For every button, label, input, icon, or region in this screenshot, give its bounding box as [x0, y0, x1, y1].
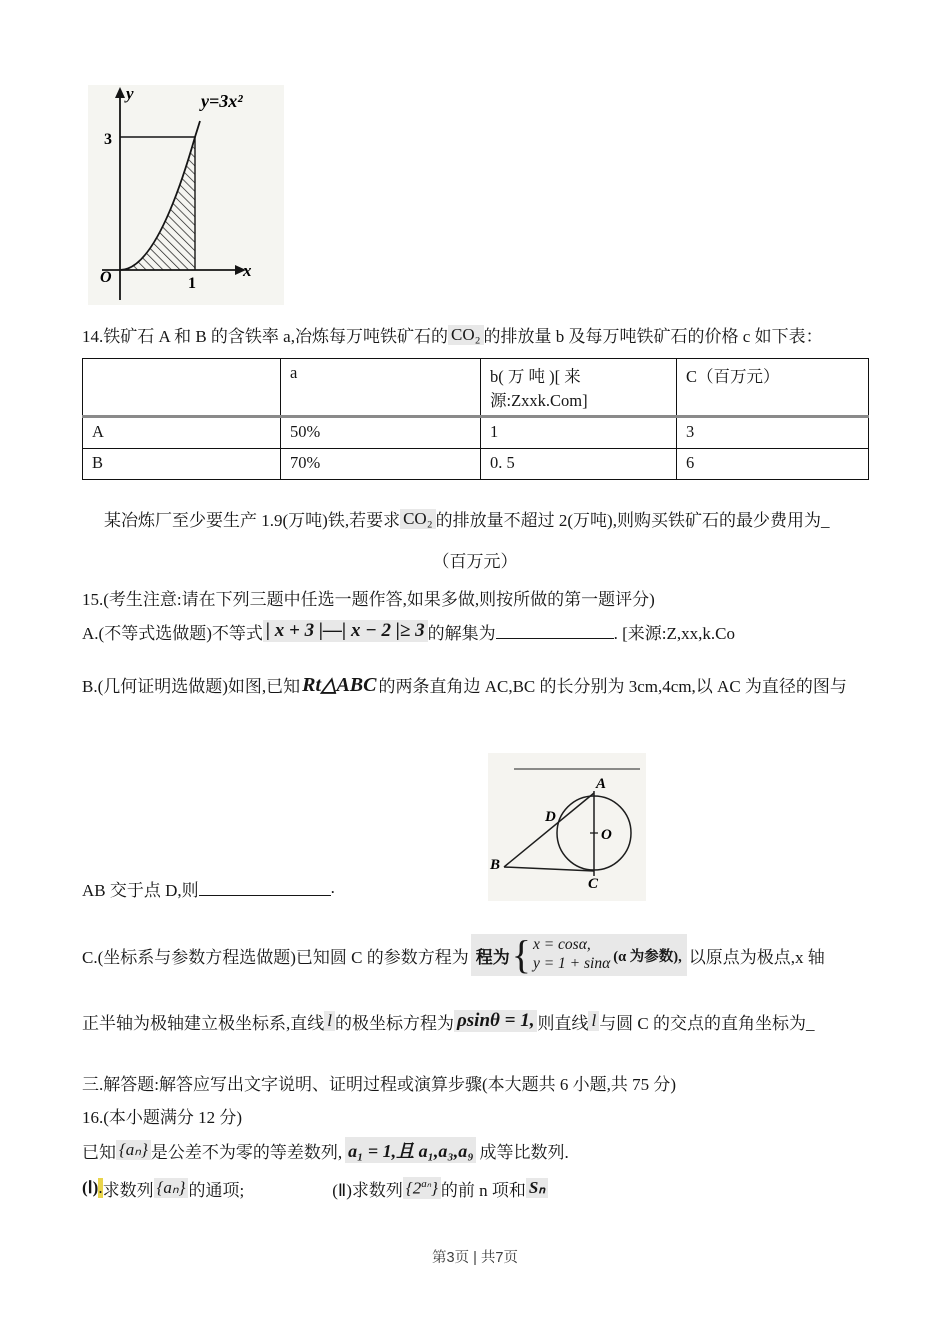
parametric-prefix: 程为	[475, 947, 510, 967]
figure-circle-triangle	[488, 753, 646, 901]
q15-intro: 15.(考生注意:请在下列三题中任选一题作答,如果多做,则按所做的第一题评分)	[82, 590, 655, 609]
brace-glyph: {	[511, 932, 531, 977]
parametric-suffix: (α 为参数),	[613, 948, 682, 965]
q15-option-a	[82, 615, 735, 647]
q14-note	[104, 506, 829, 531]
sum-sn-formula: Sₙ	[526, 1178, 548, 1198]
a1-condition-formula: a₁ = 1,且 a₁,a₃,a₉	[345, 1137, 476, 1163]
q15b-cont-text1: AB 交于点 D,则	[82, 880, 199, 900]
table-header-row	[83, 359, 869, 417]
parabola-figure-svg	[88, 85, 284, 305]
inequality-formula: | x + 3 |—| x − 2 |≥ 3	[263, 620, 428, 642]
point-label-A: A	[596, 776, 607, 792]
circle-figure-svg	[488, 753, 646, 901]
q15a-text1: A.(不等式选做题)不等式	[82, 623, 263, 643]
q16-part2-text2: 的前 n 项和	[440, 1180, 526, 1200]
cell-a-value: 70%	[281, 449, 481, 480]
parametric-line-y: y = 1 + sinα	[532, 955, 611, 972]
table-row	[83, 417, 869, 449]
sequence-an-formula: {aₙ}	[116, 1140, 151, 1160]
formula-exponent: aₙ	[421, 1178, 432, 1191]
q15c2-text2: 的极坐标方程为	[334, 1013, 454, 1033]
q16-part2-text: (Ⅱ)求数列	[332, 1180, 403, 1200]
q15c2-text4: 与圆 C 的交点的直角坐标为_	[599, 1013, 815, 1033]
q15-option-c	[82, 926, 825, 984]
cell-row-label: B	[83, 449, 281, 480]
formula-open: {2	[405, 1178, 422, 1198]
cell-b-value: 1	[481, 417, 677, 449]
q15b-text1: B.(几何证明选做题)如图,已知	[82, 676, 301, 696]
cell-c-value: 6	[677, 449, 869, 480]
cell-c-value: 3	[677, 417, 869, 449]
q15b-text2: 的两条直角边 AC,BC 的长分别为 3cm,4cm,以 AC 为直径的图与	[378, 676, 847, 696]
q16-title: 16.(本小题满分 12 分)	[82, 1108, 243, 1127]
cell-a-value: 50%	[281, 417, 481, 449]
x-tick-1: 1	[188, 275, 196, 292]
q14-stem-text1: 14.铁矿石 A 和 B 的含铁率 a,冶炼每万吨铁矿石的	[82, 327, 448, 346]
q15-option-b	[82, 670, 847, 698]
q16-part1-text2: 的通项;	[188, 1180, 245, 1200]
shaded-region	[120, 137, 195, 270]
header-cell-blank	[83, 359, 281, 417]
answer-blank	[199, 880, 331, 896]
q15c-text1: C.(坐标系与参数方程选做题)已知圆 C 的参数方程为	[82, 947, 469, 967]
rt-triangle-formula: Rt△ABC	[302, 673, 377, 696]
q16-part1-numeral: (Ⅰ)	[82, 1178, 99, 1197]
line-l-formula: l	[588, 1011, 599, 1031]
answer-blank	[496, 623, 614, 639]
highlighted-period: .	[98, 1178, 103, 1197]
q15-option-c-cont	[82, 1008, 815, 1034]
point-label-C: C	[588, 876, 599, 892]
parametric-line-x: x = cosα,	[532, 936, 591, 954]
x-axis-label: x	[243, 261, 252, 280]
point-label-D: D	[545, 809, 556, 825]
center-label-O: O	[601, 827, 612, 843]
y-axis-label: y	[126, 85, 134, 103]
parametric-lines	[533, 936, 610, 973]
co2-formula: CO₂	[448, 325, 484, 345]
origin-label: O	[100, 269, 112, 286]
figure-parabola-area	[88, 85, 284, 305]
point-label-B: B	[490, 857, 501, 873]
q15c2-text3: 则直线	[537, 1013, 589, 1033]
q16-parts	[82, 1174, 548, 1202]
q14-unit: （百万元）	[432, 552, 518, 571]
table-row	[83, 449, 869, 480]
power-sequence-formula	[403, 1177, 441, 1199]
formula-close: }	[431, 1178, 438, 1198]
y-tick-3: 3	[104, 131, 112, 148]
y-axis-arrow-icon	[115, 87, 125, 98]
segment-AB	[504, 793, 594, 867]
q15a-text3: . [来源:Z,xx,k.Co	[613, 623, 735, 643]
curve-equation-label: y=3x²	[201, 91, 243, 111]
header-cell-b: b( 万 吨 )[ 来源:Zxxk.Com]	[481, 359, 677, 417]
q16-given-text2: 是公差不为零的等差数列,	[150, 1142, 343, 1162]
q14-note-text1: 某冶炼厂至少要生产 1.9(万吨)铁,若要求	[104, 511, 401, 530]
ore-data-table	[82, 358, 869, 480]
q15a-text2: 的解集为	[427, 623, 496, 643]
q14-note-text2: 的排放量不超过 2(万吨),则购买铁矿石的最少费用为_	[435, 511, 830, 530]
header-cell-c: C（百万元）	[677, 359, 869, 417]
q15c-text2: 以原点为极点,x 轴	[688, 947, 825, 967]
cell-row-label: A	[83, 417, 281, 449]
co2-formula: CO₂	[400, 509, 436, 529]
polar-equation-formula: ρsinθ = 1,	[454, 1010, 537, 1032]
header-cell-a: a	[281, 359, 481, 417]
q16-given-text1: 已知	[82, 1142, 116, 1162]
page-footer: 第3页 | 共7页	[432, 1250, 518, 1266]
q16-given-text3: 成等比数列.	[479, 1142, 569, 1162]
sequence-an-formula: {aₙ}	[154, 1178, 189, 1198]
cell-b-value: 0. 5	[481, 449, 677, 480]
q15-option-b-cont	[82, 876, 335, 900]
q16-part1-text: 求数列	[102, 1180, 154, 1200]
section3-heading: 三.解答题:解答应写出文字说明、证明过程或演算步骤(本大题共 6 小题,共 75 分)	[82, 1075, 677, 1094]
q15b-cont-text2: .	[330, 878, 335, 897]
q14-stem	[82, 322, 823, 347]
q14-stem-text2: 的排放量 b 及每万吨铁矿石的价格 c 如下表：	[483, 327, 823, 346]
q15c2-text1: 正半轴为极轴建立极坐标系,直线	[82, 1013, 325, 1033]
parametric-equation-formula	[471, 934, 687, 975]
line-l-formula: l	[324, 1011, 335, 1031]
q16-given	[82, 1136, 569, 1164]
